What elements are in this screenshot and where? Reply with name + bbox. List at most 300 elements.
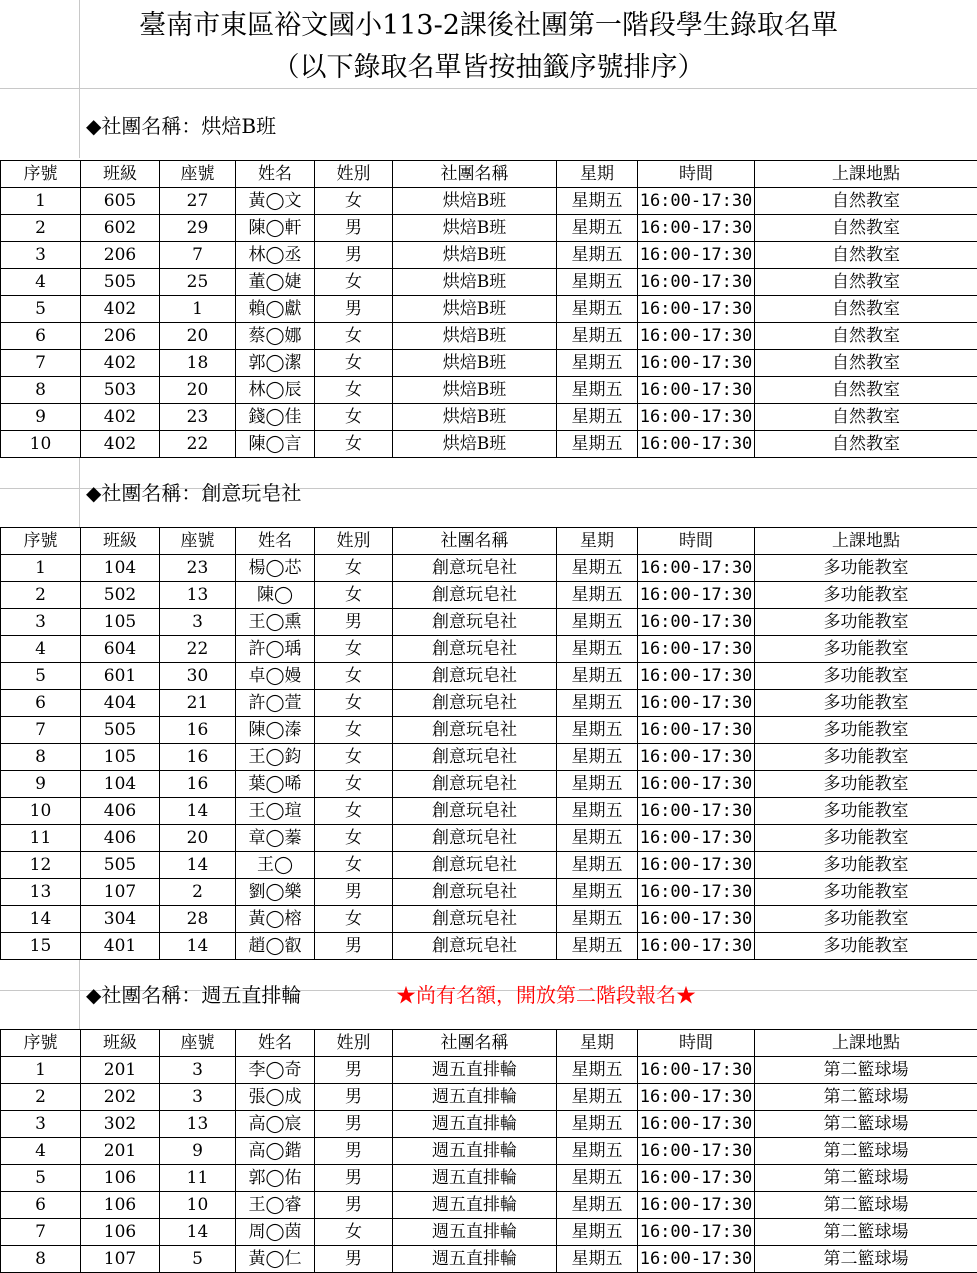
club-cell: 烘焙B班 [393,215,557,242]
column-header-name: 姓名 [236,528,315,555]
table-body [1,161,977,458]
weekday-cell: 星期五 [557,582,638,609]
weekday-cell: 星期五 [557,717,638,744]
column-header-club: 社團名稱 [393,1030,557,1057]
name-cell: 林◯辰 [236,377,315,404]
seat-cell: 9 [160,1138,236,1165]
table-row [1,663,977,690]
class-cell: 107 [81,879,160,906]
column-header-gender: 姓別 [315,1030,393,1057]
location-cell: 第二籃球場 [755,1219,977,1246]
seat-cell: 18 [160,350,236,377]
seq-cell: 6 [1,323,81,350]
weekday-cell: 星期五 [557,323,638,350]
table-row [1,1165,977,1192]
name-cell: 李◯奇 [236,1057,315,1084]
time-cell: 16:00-17:30 [638,1246,755,1273]
club-cell: 週五直排輪 [393,1219,557,1246]
class-cell: 206 [81,242,160,269]
name-cell: 葉◯唏 [236,771,315,798]
column-header-location: 上課地點 [755,528,977,555]
name-cell: 劉◯樂 [236,879,315,906]
seq-cell: 7 [1,1219,81,1246]
club-cell: 創意玩皂社 [393,609,557,636]
column-header-weekday: 星期 [557,161,638,188]
class-cell: 206 [81,323,160,350]
seat-cell: 16 [160,744,236,771]
class-cell: 605 [81,188,160,215]
location-cell: 第二籃球場 [755,1246,977,1273]
location-cell: 多功能教室 [755,555,977,582]
location-cell: 自然教室 [755,431,977,458]
club-cell: 週五直排輪 [393,1165,557,1192]
section-heading-baking: ◆社團名稱：烘焙B班 [86,111,276,141]
seq-cell: 12 [1,852,81,879]
seq-cell: 1 [1,188,81,215]
class-cell: 404 [81,690,160,717]
weekday-cell: 星期五 [557,879,638,906]
weekday-cell: 星期五 [557,771,638,798]
location-cell: 多功能教室 [755,690,977,717]
time-cell: 16:00-17:30 [638,879,755,906]
gender-cell: 女 [315,555,393,582]
column-header-seq: 序號 [1,528,81,555]
name-cell: 高◯鍇 [236,1138,315,1165]
weekday-cell: 星期五 [557,933,638,960]
name-cell: 卓◯嫚 [236,663,315,690]
club-cell: 烘焙B班 [393,350,557,377]
time-cell: 16:00-17:30 [638,555,755,582]
seq-cell: 5 [1,663,81,690]
table-row [1,771,977,798]
gender-cell: 女 [315,323,393,350]
class-cell: 402 [81,350,160,377]
location-cell: 自然教室 [755,215,977,242]
name-cell: 高◯宸 [236,1111,315,1138]
gender-cell: 男 [315,215,393,242]
location-cell: 自然教室 [755,404,977,431]
seat-cell: 22 [160,636,236,663]
name-cell: 張◯成 [236,1084,315,1111]
location-cell: 第二籃球場 [755,1165,977,1192]
time-cell: 16:00-17:30 [638,1138,755,1165]
gender-cell: 女 [315,350,393,377]
weekday-cell: 星期五 [557,798,638,825]
name-cell: 黃◯仁 [236,1246,315,1273]
club-cell: 創意玩皂社 [393,906,557,933]
seat-cell: 16 [160,771,236,798]
table-row [1,879,977,906]
seat-cell: 20 [160,323,236,350]
location-cell: 多功能教室 [755,582,977,609]
location-cell: 多功能教室 [755,609,977,636]
table-row [1,852,977,879]
weekday-cell: 星期五 [557,350,638,377]
class-cell: 602 [81,215,160,242]
weekday-cell: 星期五 [557,1057,638,1084]
club-cell: 週五直排輪 [393,1246,557,1273]
gender-cell: 女 [315,404,393,431]
gender-cell: 女 [315,906,393,933]
seat-cell: 30 [160,663,236,690]
gender-cell: 女 [315,188,393,215]
roster-table-baking [0,160,977,458]
name-cell: 王◯睿 [236,1192,315,1219]
gender-cell: 女 [315,852,393,879]
weekday-cell: 星期五 [557,744,638,771]
location-cell: 多功能教室 [755,744,977,771]
table-row [1,798,977,825]
club-cell: 烘焙B班 [393,296,557,323]
seq-cell: 4 [1,269,81,296]
seat-cell: 21 [160,690,236,717]
location-cell: 自然教室 [755,296,977,323]
club-cell: 週五直排輪 [393,1138,557,1165]
time-cell: 16:00-17:30 [638,1219,755,1246]
location-cell: 多功能教室 [755,852,977,879]
class-cell: 503 [81,377,160,404]
gender-cell: 男 [315,1111,393,1138]
seq-cell: 7 [1,350,81,377]
table-row [1,350,977,377]
location-cell: 多功能教室 [755,825,977,852]
section-heading-soap: ◆社團名稱：創意玩皂社 [86,478,301,508]
name-cell: 錢◯佳 [236,404,315,431]
column-header-time: 時間 [638,528,755,555]
location-cell: 第二籃球場 [755,1057,977,1084]
class-cell: 406 [81,798,160,825]
gender-cell: 男 [315,1165,393,1192]
time-cell: 16:00-17:30 [638,404,755,431]
time-cell: 16:00-17:30 [638,852,755,879]
seat-cell: 2 [160,879,236,906]
column-header-seat: 座號 [160,528,236,555]
column-header-seat: 座號 [160,161,236,188]
seq-cell: 2 [1,215,81,242]
class-cell: 104 [81,555,160,582]
club-cell: 週五直排輪 [393,1111,557,1138]
name-cell: 王◯鈞 [236,744,315,771]
seat-cell: 14 [160,933,236,960]
name-cell: 賴◯獻 [236,296,315,323]
column-header-class: 班級 [81,528,160,555]
gender-cell: 男 [315,1138,393,1165]
location-cell: 多功能教室 [755,798,977,825]
class-cell: 505 [81,717,160,744]
location-cell: 第二籃球場 [755,1111,977,1138]
time-cell: 16:00-17:30 [638,296,755,323]
class-cell: 502 [81,582,160,609]
club-cell: 創意玩皂社 [393,744,557,771]
table-row [1,188,977,215]
table-row [1,825,977,852]
time-cell: 16:00-17:30 [638,431,755,458]
table-row [1,377,977,404]
location-cell: 多功能教室 [755,636,977,663]
seat-cell: 10 [160,1192,236,1219]
seat-cell: 25 [160,269,236,296]
weekday-cell: 星期五 [557,636,638,663]
gender-cell: 男 [315,1084,393,1111]
seat-cell: 3 [160,1084,236,1111]
class-cell: 201 [81,1138,160,1165]
class-cell: 202 [81,1084,160,1111]
weekday-cell: 星期五 [557,1111,638,1138]
gender-cell: 男 [315,1057,393,1084]
club-cell: 創意玩皂社 [393,825,557,852]
column-header-class: 班級 [81,161,160,188]
seq-cell: 10 [1,431,81,458]
column-header-gender: 姓別 [315,161,393,188]
section-heading-skating: ◆社團名稱：週五直排輪 [86,980,301,1010]
seq-cell: 3 [1,609,81,636]
seq-cell: 13 [1,879,81,906]
time-cell: 16:00-17:30 [638,582,755,609]
table-row [1,1246,977,1273]
document-title: 臺南市東區裕文國小113-2課後社團第一階段學生錄取名單 [0,6,977,46]
table-row [1,744,977,771]
club-cell: 創意玩皂社 [393,879,557,906]
time-cell: 16:00-17:30 [638,690,755,717]
weekday-cell: 星期五 [557,188,638,215]
seat-cell: 20 [160,377,236,404]
name-cell: 陳◯ [236,582,315,609]
seat-cell: 14 [160,1219,236,1246]
column-header-class: 班級 [81,1030,160,1057]
table-row [1,636,977,663]
seq-cell: 8 [1,377,81,404]
location-cell: 自然教室 [755,188,977,215]
time-cell: 16:00-17:30 [638,1192,755,1219]
weekday-cell: 星期五 [557,296,638,323]
seq-cell: 3 [1,1111,81,1138]
seat-cell: 27 [160,188,236,215]
location-cell: 多功能教室 [755,879,977,906]
time-cell: 16:00-17:30 [638,377,755,404]
seq-cell: 4 [1,636,81,663]
seat-cell: 3 [160,609,236,636]
seq-cell: 9 [1,771,81,798]
time-cell: 16:00-17:30 [638,1084,755,1111]
class-cell: 402 [81,431,160,458]
name-cell: 許◯萱 [236,690,315,717]
class-cell: 601 [81,663,160,690]
gender-cell: 男 [315,1246,393,1273]
class-cell: 302 [81,1111,160,1138]
time-cell: 16:00-17:30 [638,1111,755,1138]
location-cell: 多功能教室 [755,771,977,798]
class-cell: 402 [81,404,160,431]
seat-cell: 23 [160,555,236,582]
location-cell: 自然教室 [755,377,977,404]
club-cell: 烘焙B班 [393,377,557,404]
table-header-row [1,528,977,555]
gender-cell: 男 [315,1192,393,1219]
class-cell: 106 [81,1192,160,1219]
seq-cell: 10 [1,798,81,825]
column-header-seq: 序號 [1,161,81,188]
class-cell: 406 [81,825,160,852]
club-cell: 烘焙B班 [393,188,557,215]
table-row [1,1219,977,1246]
seat-cell: 7 [160,242,236,269]
club-cell: 烘焙B班 [393,269,557,296]
seq-cell: 4 [1,1138,81,1165]
table-row [1,906,977,933]
club-cell: 週五直排輪 [393,1084,557,1111]
table-row [1,296,977,323]
gender-cell: 女 [315,825,393,852]
table-body [1,1030,977,1273]
table-header-row [1,1030,977,1057]
seat-cell: 29 [160,215,236,242]
time-cell: 16:00-17:30 [638,933,755,960]
seat-cell: 14 [160,852,236,879]
name-cell: 許◯瑀 [236,636,315,663]
name-cell: 陳◯溱 [236,717,315,744]
weekday-cell: 星期五 [557,906,638,933]
gender-cell: 女 [315,798,393,825]
class-cell: 505 [81,269,160,296]
club-cell: 創意玩皂社 [393,933,557,960]
class-cell: 201 [81,1057,160,1084]
time-cell: 16:00-17:30 [638,215,755,242]
seat-cell: 20 [160,825,236,852]
gender-cell: 女 [315,269,393,296]
time-cell: 16:00-17:30 [638,798,755,825]
table-row [1,933,977,960]
column-header-weekday: 星期 [557,1030,638,1057]
seat-cell: 1 [160,296,236,323]
club-cell: 創意玩皂社 [393,663,557,690]
weekday-cell: 星期五 [557,852,638,879]
gender-cell: 男 [315,879,393,906]
club-cell: 烘焙B班 [393,323,557,350]
weekday-cell: 星期五 [557,1192,638,1219]
class-cell: 104 [81,771,160,798]
seat-cell: 3 [160,1057,236,1084]
seq-cell: 7 [1,717,81,744]
column-header-seat: 座號 [160,1030,236,1057]
name-cell: 趙◯叡 [236,933,315,960]
seq-cell: 5 [1,296,81,323]
class-cell: 604 [81,636,160,663]
weekday-cell: 星期五 [557,1138,638,1165]
location-cell: 第二籃球場 [755,1084,977,1111]
weekday-cell: 星期五 [557,1084,638,1111]
weekday-cell: 星期五 [557,663,638,690]
name-cell: 王◯瑄 [236,798,315,825]
name-cell: 章◯蓁 [236,825,315,852]
time-cell: 16:00-17:30 [638,1057,755,1084]
name-cell: 董◯婕 [236,269,315,296]
table-row [1,690,977,717]
club-cell: 創意玩皂社 [393,798,557,825]
location-cell: 自然教室 [755,242,977,269]
weekday-cell: 星期五 [557,555,638,582]
table-row [1,1084,977,1111]
class-cell: 402 [81,296,160,323]
time-cell: 16:00-17:30 [638,269,755,296]
club-cell: 烘焙B班 [393,431,557,458]
column-header-club: 社團名稱 [393,528,557,555]
time-cell: 16:00-17:30 [638,242,755,269]
column-header-location: 上課地點 [755,1030,977,1057]
seq-cell: 5 [1,1165,81,1192]
name-cell: 周◯茵 [236,1219,315,1246]
weekday-cell: 星期五 [557,431,638,458]
table-row [1,215,977,242]
name-cell: 陳◯言 [236,431,315,458]
column-header-name: 姓名 [236,161,315,188]
document-subtitle: （以下錄取名單皆按抽籤序號排序） [0,48,977,88]
seat-cell: 11 [160,1165,236,1192]
time-cell: 16:00-17:30 [638,744,755,771]
name-cell: 郭◯潔 [236,350,315,377]
club-cell: 創意玩皂社 [393,582,557,609]
name-cell: 王◯熏 [236,609,315,636]
column-header-gender: 姓別 [315,528,393,555]
weekday-cell: 星期五 [557,404,638,431]
table-body [1,528,977,960]
name-cell: 楊◯芯 [236,555,315,582]
gender-cell: 男 [315,609,393,636]
location-cell: 第二籃球場 [755,1192,977,1219]
table-row [1,404,977,431]
column-header-name: 姓名 [236,1030,315,1057]
club-cell: 創意玩皂社 [393,636,557,663]
table-row [1,717,977,744]
weekday-cell: 星期五 [557,609,638,636]
gender-cell: 女 [315,582,393,609]
club-cell: 創意玩皂社 [393,717,557,744]
seq-cell: 11 [1,825,81,852]
weekday-cell: 星期五 [557,269,638,296]
location-cell: 自然教室 [755,323,977,350]
class-cell: 105 [81,744,160,771]
gender-cell: 男 [315,933,393,960]
location-cell: 多功能教室 [755,906,977,933]
gender-cell: 女 [315,744,393,771]
time-cell: 16:00-17:30 [638,906,755,933]
gender-cell: 女 [315,377,393,404]
seq-cell: 6 [1,1192,81,1219]
table-row [1,431,977,458]
gender-cell: 男 [315,242,393,269]
gender-cell: 女 [315,663,393,690]
seq-cell: 3 [1,242,81,269]
class-cell: 304 [81,906,160,933]
seat-cell: 22 [160,431,236,458]
weekday-cell: 星期五 [557,690,638,717]
column-header-location: 上課地點 [755,161,977,188]
table-header-row [1,161,977,188]
table-row [1,555,977,582]
gender-cell: 女 [315,771,393,798]
class-cell: 107 [81,1246,160,1273]
seq-cell: 1 [1,1057,81,1084]
club-cell: 創意玩皂社 [393,771,557,798]
seq-cell: 1 [1,555,81,582]
gender-cell: 女 [315,431,393,458]
location-cell: 多功能教室 [755,933,977,960]
time-cell: 16:00-17:30 [638,609,755,636]
time-cell: 16:00-17:30 [638,663,755,690]
time-cell: 16:00-17:30 [638,717,755,744]
name-cell: 王◯ [236,852,315,879]
seq-cell: 14 [1,906,81,933]
time-cell: 16:00-17:30 [638,323,755,350]
